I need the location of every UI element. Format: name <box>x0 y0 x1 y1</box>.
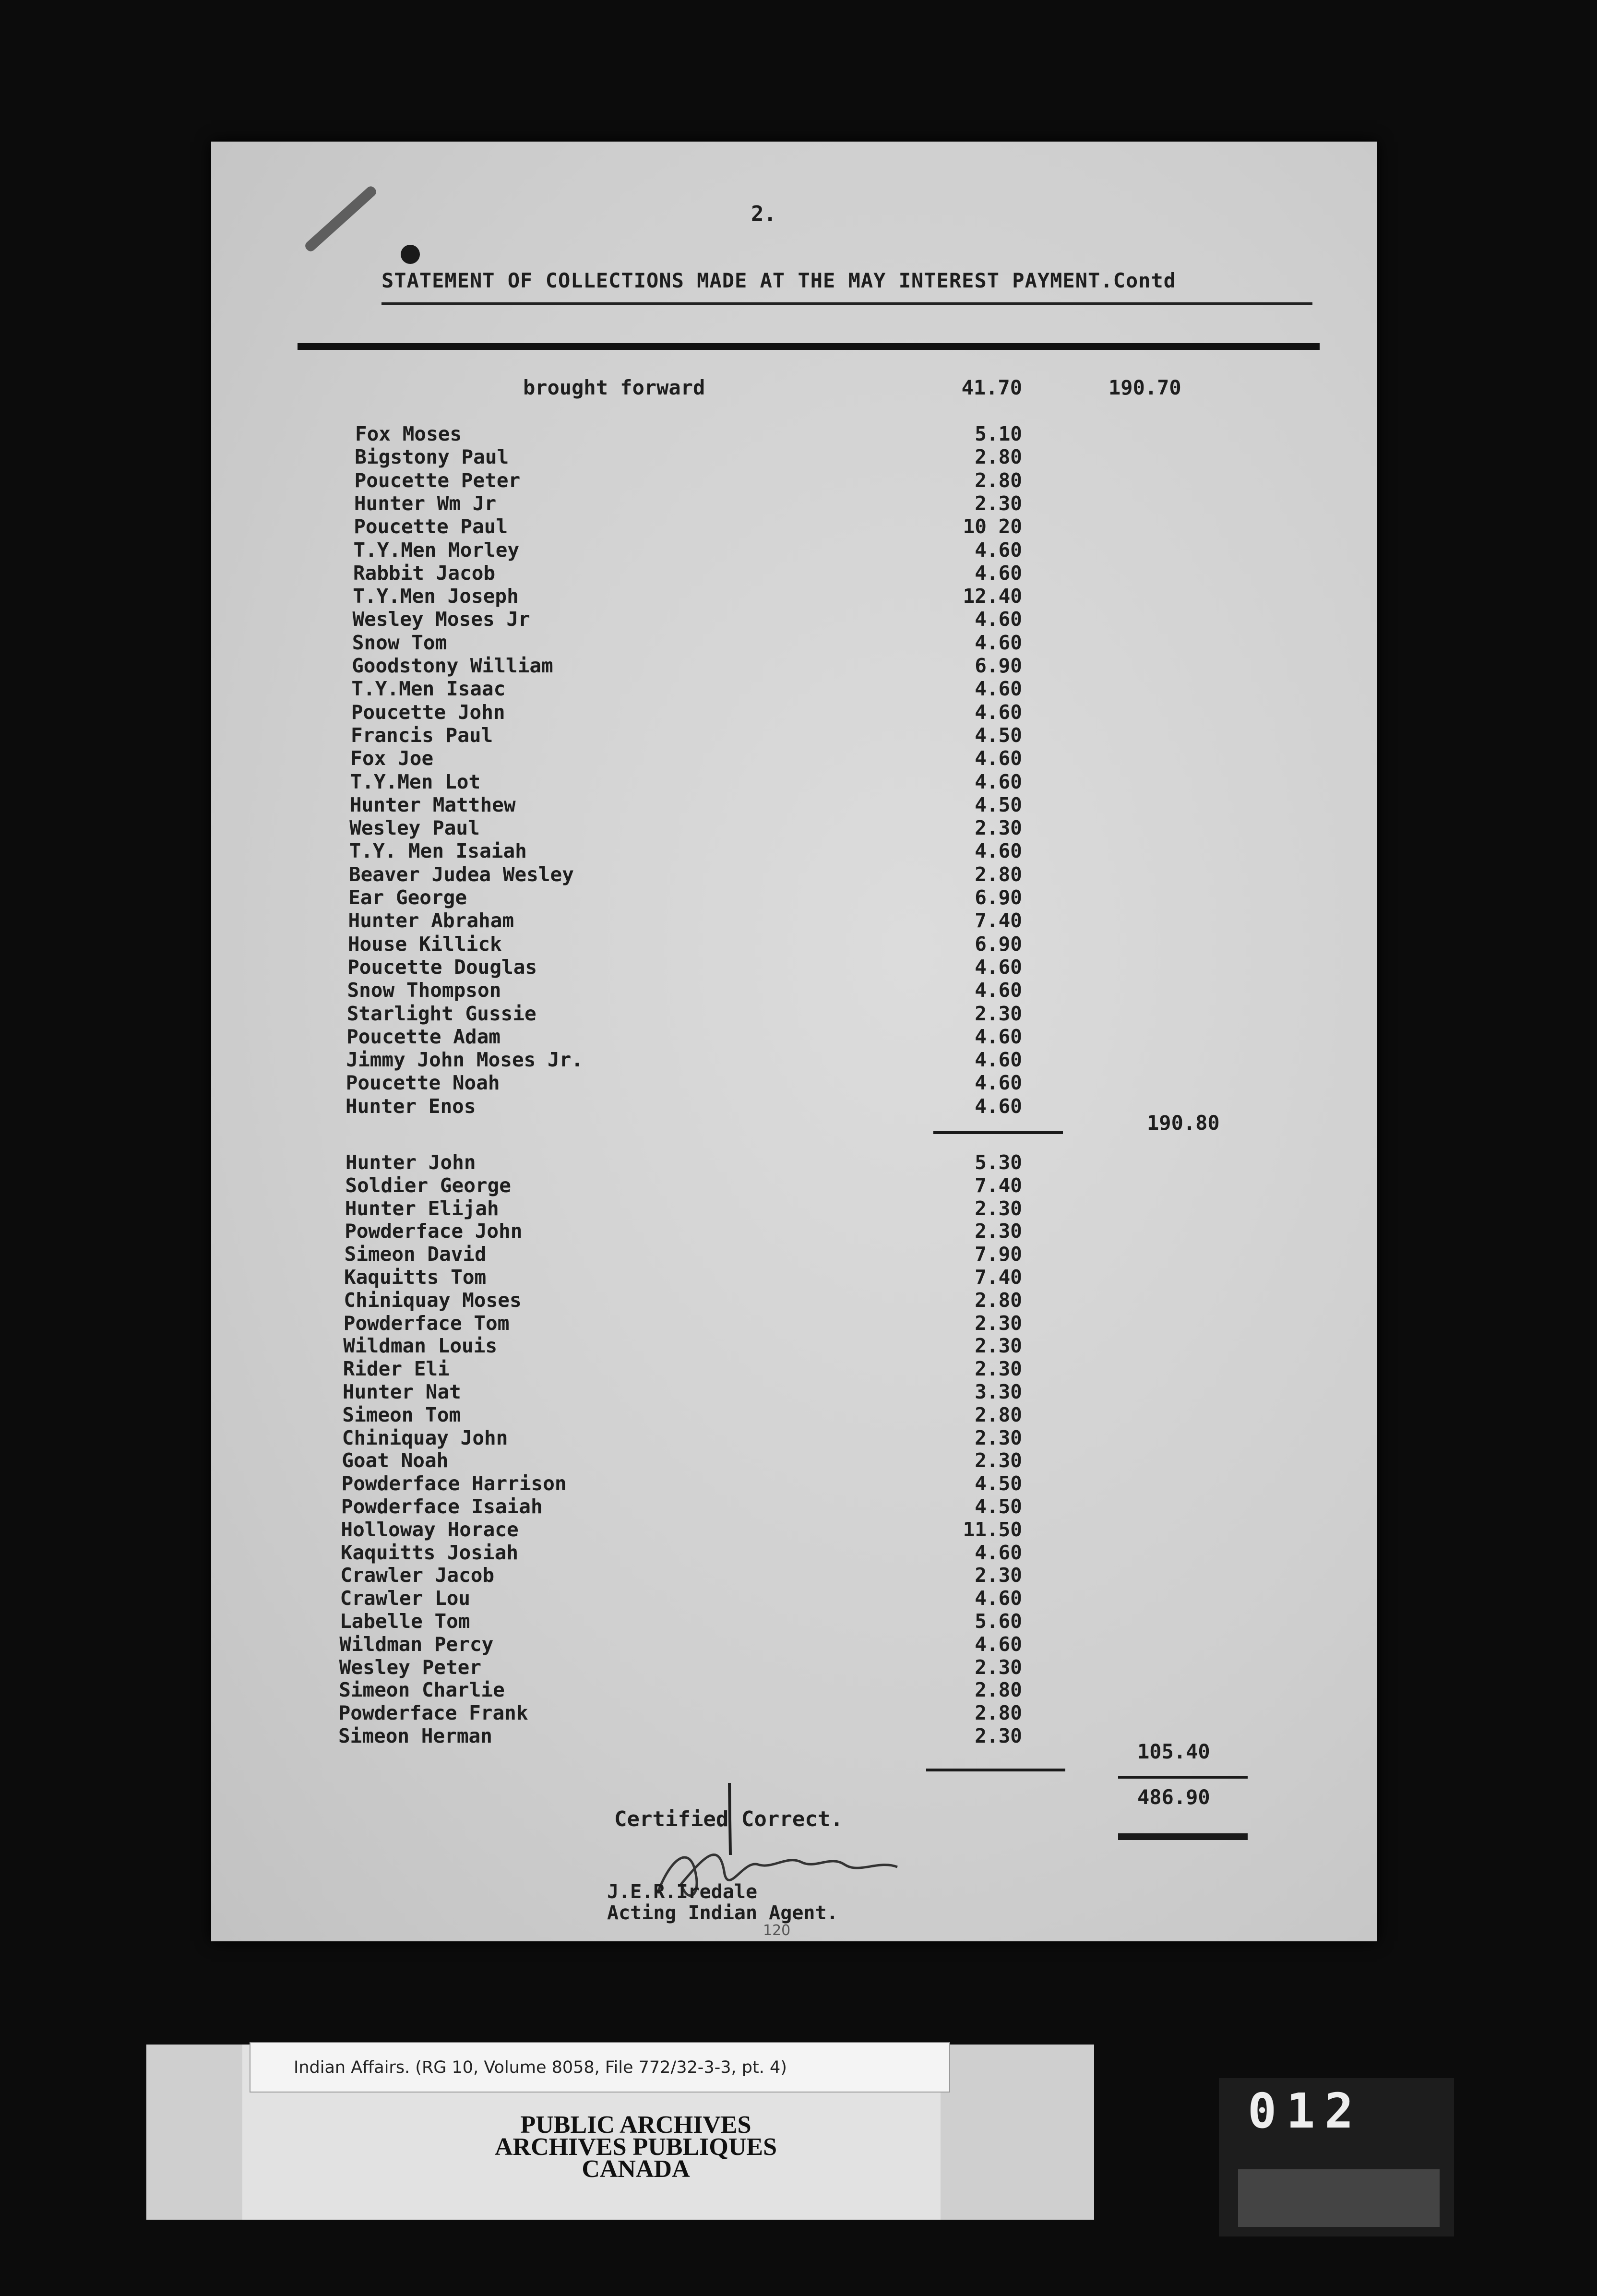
list-item <box>211 515 1377 538</box>
payee-name: Jimmy John Moses Jr. <box>346 1048 584 1072</box>
payment-amount: 4.60 <box>975 955 1022 979</box>
payment-amount: 4.60 <box>975 631 1022 654</box>
list-item <box>211 654 1377 677</box>
payment-amount: 5.10 <box>975 422 1022 445</box>
list-item <box>211 979 1377 1002</box>
payee-name: House Killick <box>347 932 502 956</box>
payee-name: T.Y.Men Isaac <box>351 677 506 701</box>
list-item <box>211 724 1377 747</box>
list-item <box>211 816 1377 839</box>
list-item <box>211 1197 1377 1220</box>
payee-name: Goodstony William <box>352 654 553 677</box>
payee-name: Wildman Percy <box>339 1632 494 1656</box>
list-item <box>211 1564 1377 1587</box>
payee-name: Simeon David <box>344 1243 487 1266</box>
payee-name: Goat Noah <box>342 1449 449 1472</box>
payment-amount: 2.30 <box>975 1357 1022 1381</box>
payment-amount: 2.80 <box>975 1288 1022 1312</box>
payment-amount: 4.60 <box>975 1071 1022 1095</box>
payment-amount: 2.30 <box>975 1334 1022 1358</box>
list-item <box>211 1610 1377 1633</box>
payment-amount: 2.80 <box>975 862 1022 886</box>
brought-forward-amount: 41.70 <box>961 376 1022 399</box>
list-item <box>211 1002 1377 1025</box>
archive-stamp <box>384 2111 888 2183</box>
page-title: STATEMENT OF COLLECTIONS MADE AT THE MAY INTEREST PAYMENT.Contd <box>381 269 1177 292</box>
list-item <box>211 1541 1377 1564</box>
payment-amount: 4.60 <box>975 700 1022 724</box>
signer-title: Acting Indian Agent. <box>607 1902 838 1924</box>
certification-text: Certified Correct. <box>614 1807 843 1831</box>
payee-name: Powderface Harrison <box>341 1472 567 1495</box>
payee-name: Wesley Paul <box>349 816 480 840</box>
payee-name: Wesley Moses Jr <box>352 608 530 631</box>
payment-amount: 2.30 <box>975 1724 1022 1747</box>
list-item <box>211 469 1377 492</box>
payment-amount: 4.60 <box>975 677 1022 701</box>
list-item <box>211 933 1377 956</box>
payee-name: Bigstony Paul <box>355 445 509 469</box>
signer-block <box>607 1881 838 1924</box>
payment-amount: 4.60 <box>975 1587 1022 1610</box>
list-item <box>211 701 1377 724</box>
payee-name: Poucette Douglas <box>347 955 537 979</box>
payment-amount: 4.60 <box>975 561 1022 585</box>
payment-amount: 2.80 <box>975 1701 1022 1725</box>
payment-amount: 4.50 <box>975 723 1022 747</box>
list-item <box>211 793 1377 816</box>
list-item <box>211 1678 1377 1701</box>
payee-name: Simeon Charlie <box>339 1678 505 1702</box>
payee-name: Rider Eli <box>343 1357 450 1381</box>
payee-name: Holloway Horace <box>341 1518 519 1541</box>
list-item <box>211 1266 1377 1289</box>
payment-amount: 4.60 <box>975 1541 1022 1564</box>
payee-name: Labelle Tom <box>340 1610 470 1633</box>
list-item <box>211 1071 1377 1094</box>
list-item <box>211 562 1377 585</box>
payment-amount: 4.60 <box>975 1048 1022 1072</box>
payee-name: T.Y.Men Joseph <box>353 585 519 608</box>
list-item <box>211 1426 1377 1449</box>
list-item <box>211 1151 1377 1174</box>
archive-line-2: ARCHIVES PUBLIQUES <box>494 2133 777 2161</box>
payment-amount: 7.90 <box>975 1243 1022 1266</box>
payee-name: Powderface Frank <box>338 1701 528 1725</box>
payee-name: Poucette Noah <box>346 1071 500 1095</box>
payment-amount: 6.90 <box>975 932 1022 956</box>
group2-total: 105.40 <box>1137 1740 1210 1763</box>
archive-caption: Indian Affairs. (RG 10, Volume 8058, File 772/32-3-3, pt. 4) <box>250 2042 950 2093</box>
total-rule <box>1118 1776 1248 1779</box>
payment-amount: 4.60 <box>975 608 1022 631</box>
payment-amount: 7.40 <box>975 909 1022 933</box>
list-item <box>211 1633 1377 1656</box>
list-item <box>211 1518 1377 1541</box>
list-item <box>211 1025 1377 1048</box>
payment-amount: 4.60 <box>975 747 1022 770</box>
payment-amount: 2.30 <box>975 1564 1022 1587</box>
payment-amount: 2.80 <box>975 468 1022 492</box>
payee-name: Kaquitts Josiah <box>340 1541 519 1564</box>
payee-name: Poucette Peter <box>354 468 521 492</box>
payee-name: Starlight Gussie <box>346 1002 536 1025</box>
list-item <box>211 863 1377 886</box>
payee-name: Hunter Abraham <box>348 909 514 933</box>
list-item <box>211 956 1377 979</box>
list-item <box>211 1495 1377 1518</box>
list-item <box>211 677 1377 700</box>
payment-amount: 4.60 <box>975 1094 1022 1118</box>
frame-digits: 012 <box>1248 2083 1363 2139</box>
payment-amount: 7.40 <box>975 1266 1022 1289</box>
payment-amount: 3.30 <box>975 1380 1022 1403</box>
payee-name: Soldier George <box>345 1173 511 1197</box>
document-page <box>211 142 1377 1941</box>
archive-line-1: PUBLIC ARCHIVES <box>520 2111 751 2139</box>
list-item <box>211 608 1377 631</box>
subtotal-rule-2 <box>926 1769 1065 1771</box>
archive-line-3: CANADA <box>582 2155 690 2183</box>
list-item <box>211 886 1377 909</box>
list-item <box>211 585 1377 608</box>
payment-amount: 4.60 <box>975 538 1022 562</box>
list-item <box>211 1289 1377 1312</box>
payee-name: Francis Paul <box>351 723 493 747</box>
payee-name: Beaver Judea Wesley <box>348 862 574 886</box>
payee-name: T.Y.Men Morley <box>353 538 520 562</box>
payment-amount: 2.30 <box>975 1426 1022 1449</box>
divider <box>298 343 1320 350</box>
payee-name: Hunter Matthew <box>349 793 516 816</box>
payee-name: Hunter John <box>346 1151 476 1174</box>
payee-name: Hunter Wm Jr <box>354 491 497 515</box>
payment-amount: 4.50 <box>975 793 1022 816</box>
list-item <box>211 445 1377 468</box>
list-item <box>211 1174 1377 1197</box>
brought-forward-total: 190.70 <box>1108 376 1181 399</box>
payee-name: T.Y. Men Isaiah <box>349 839 527 863</box>
payment-amount: 2.30 <box>975 1449 1022 1472</box>
payment-amount: 7.40 <box>975 1173 1022 1197</box>
payment-amount: 4.50 <box>975 1472 1022 1495</box>
payee-name: Fox Joe <box>350 747 434 770</box>
list-item <box>211 839 1377 862</box>
list-item <box>211 1334 1377 1357</box>
payment-amount: 5.60 <box>975 1610 1022 1633</box>
payment-amount: 2.30 <box>975 1002 1022 1025</box>
signer-name: J.E.R.Iredale <box>607 1881 758 1903</box>
group1-total: 190.80 <box>1147 1111 1220 1135</box>
payment-amount: 2.30 <box>975 1196 1022 1220</box>
ink-stain <box>303 184 378 253</box>
payment-amount: 4.60 <box>975 1025 1022 1048</box>
list-item <box>211 631 1377 654</box>
payment-amount: 2.30 <box>975 1311 1022 1335</box>
list-item <box>211 1312 1377 1335</box>
payment-amount: 5.30 <box>975 1151 1022 1174</box>
list-item <box>211 1701 1377 1724</box>
payee-name: T.Y.Men Lot <box>350 770 481 793</box>
list-item <box>211 909 1377 932</box>
payment-amount: 2.30 <box>975 1655 1022 1679</box>
payee-name: Hunter Nat <box>343 1380 461 1403</box>
payment-amount: 2.30 <box>975 816 1022 840</box>
payee-name: Powderface Tom <box>343 1311 510 1335</box>
list-item <box>211 422 1377 445</box>
payee-name: Simeon Herman <box>338 1724 492 1747</box>
payee-name: Wildman Louis <box>343 1334 498 1358</box>
list-item <box>211 1449 1377 1472</box>
payment-amount: 4.60 <box>975 839 1022 863</box>
heading-underline <box>381 302 1312 305</box>
list-item <box>211 1380 1377 1403</box>
payment-amount: 6.90 <box>975 886 1022 909</box>
payment-amount: 12.40 <box>963 585 1022 608</box>
brought-forward-label: brought forward <box>523 376 705 399</box>
list-item <box>211 1048 1377 1071</box>
payee-name: Poucette John <box>351 700 505 724</box>
payee-name: Chiniquay John <box>342 1426 508 1449</box>
payee-name: Fox Moses <box>355 422 462 445</box>
payee-name: Powderface Isaiah <box>341 1495 543 1518</box>
payment-amount: 6.90 <box>975 654 1022 677</box>
payee-name: Ear George <box>348 886 467 909</box>
list-item <box>211 1357 1377 1380</box>
payee-name: Poucette Adam <box>346 1025 501 1048</box>
payment-amount: 2.30 <box>975 1220 1022 1243</box>
payee-name: Snow Tom <box>352 631 447 654</box>
payment-amount: 2.80 <box>975 1403 1022 1426</box>
list-item <box>211 1587 1377 1610</box>
payee-name: Crawler Jacob <box>340 1564 495 1587</box>
payee-name: Wesley Peter <box>339 1655 482 1679</box>
payment-amount: 2.80 <box>975 445 1022 469</box>
subtotal-rule-1 <box>933 1131 1063 1134</box>
payee-name: Rabbit Jacob <box>353 561 496 585</box>
list-item <box>211 1656 1377 1679</box>
payment-amount: 10 20 <box>963 515 1022 538</box>
list-item <box>211 492 1377 515</box>
payee-name: Hunter Enos <box>346 1094 476 1118</box>
pencil-note: 120 <box>763 1922 791 1939</box>
payment-amount: 4.60 <box>975 979 1022 1002</box>
payment-amount: 4.60 <box>975 770 1022 793</box>
list-item <box>211 747 1377 770</box>
payee-name: Simeon Tom <box>342 1403 461 1426</box>
payee-name: Poucette Paul <box>354 515 508 538</box>
list-item <box>211 1220 1377 1243</box>
list-item <box>211 1403 1377 1426</box>
frame-number-marker <box>1219 2078 1454 2236</box>
payee-name: Snow Thompson <box>347 979 501 1002</box>
list-item <box>211 1243 1377 1266</box>
list-item <box>211 1472 1377 1495</box>
ink-blot <box>401 245 420 264</box>
payment-amount: 4.50 <box>975 1495 1022 1518</box>
payee-name: Kaquitts Tom <box>344 1266 487 1289</box>
list-item <box>211 538 1377 562</box>
payee-name: Powderface John <box>345 1220 523 1243</box>
payment-amount: 4.60 <box>975 1632 1022 1656</box>
payee-name: Hunter Elijah <box>345 1196 499 1220</box>
grand-total: 486.90 <box>1137 1785 1210 1809</box>
payment-amount: 2.80 <box>975 1678 1022 1702</box>
payment-amount: 11.50 <box>963 1518 1022 1541</box>
page-number: 2. <box>751 202 776 226</box>
payee-name: Crawler Lou <box>340 1587 471 1610</box>
payment-amount: 2.30 <box>975 491 1022 515</box>
payee-name: Chiniquay Moses <box>344 1288 522 1312</box>
list-item <box>211 770 1377 793</box>
grand-total-double-rule <box>1118 1833 1248 1840</box>
